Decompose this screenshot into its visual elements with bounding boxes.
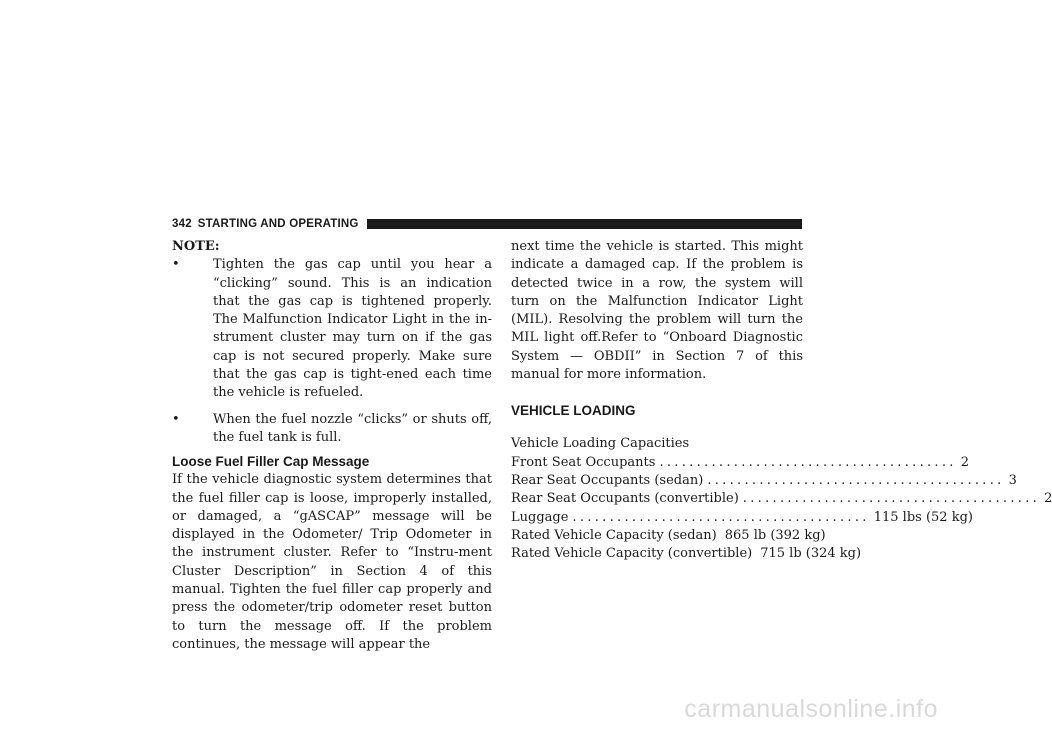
dot-leader: ........................................: [659, 454, 957, 470]
note-label: NOTE:: [172, 239, 220, 254]
capacity-label: Front Seat Occupants: [511, 454, 656, 470]
page-number: 342: [172, 218, 192, 230]
capacity-label: Rear Seat Occupants (convertible): [511, 491, 739, 507]
section-title: STARTING AND OPERATING: [197, 218, 359, 230]
capacity-value: 715 lb (324 kg): [760, 546, 862, 562]
capacity-row: [511, 490, 1052, 508]
page-header: [172, 216, 802, 232]
watermark: carmanualsonline.info: [684, 695, 938, 723]
capacity-label: Rated Vehicle Capacity (sedan): [511, 527, 717, 543]
bullet-dot: •: [172, 411, 180, 427]
capacities-title: Vehicle Loading Capacities: [511, 436, 690, 452]
subheading: Loose Fuel Filler Cap Message: [172, 454, 370, 470]
section-heading: VEHICLE LOADING: [511, 403, 636, 419]
capacity-value: 2: [1044, 491, 1052, 507]
dot-leader: ........................................: [572, 509, 870, 525]
capacity-row: [511, 509, 973, 527]
capacity-value: 865 lb (392 kg): [724, 527, 826, 543]
capacity-row: [511, 527, 826, 545]
note-bullet: [172, 256, 492, 402]
capacity-label: Luggage: [511, 509, 569, 525]
dot-leader: ........................................: [707, 472, 1005, 488]
note-bullet: [172, 411, 492, 448]
body-paragraph: next time the vehicle is started. This might indicate a damaged cap. If the problem is detected twice in a row, the system will turn on the Malfunction Indicator Light (MIL). Resolving the problem will turn the MIL light off.Refer to “Onboard Diagnostic System — OBDII” in Section 7 of this manual for more information.: [511, 239, 803, 383]
capacity-row: [511, 454, 970, 472]
bullet-dot: •: [172, 257, 180, 273]
body-paragraph: If the vehicle diagnostic system determines that the fuel filler cap is loose, improperly installed, or damaged, a “gASCAP” message will be displayed in the Odometer/ Trip Odometer in the instrument cluster. Refer to “Instru-ment Cluster Description” in Section 4 of this manual. Tighten the fuel filler cap properly and press the odometer/trip odometer reset button to turn the message off. If the problem continues, the message will appear the: [172, 472, 492, 652]
note-bullet-text: Tighten the gas cap until you hear a “clicking” sound. This is an indication that the gas cap is tightened properly. The Malfunction Indicator Light in the in-strument cluster may turn on if the gas cap is not secured properly. Make sure that the gas cap is tight-ened each time the vehicle is refueled.: [213, 257, 492, 401]
left-column: [172, 238, 492, 654]
header-rule: [367, 219, 802, 229]
capacity-label: Rated Vehicle Capacity (convertible): [511, 546, 753, 562]
capacity-value: 115 lbs (52 kg): [873, 509, 973, 525]
capacity-value: 2: [960, 454, 970, 470]
note-bullet-text: When the fuel nozzle “clicks” or shuts off, the fuel tank is full.: [213, 411, 492, 445]
dot-leader: ........................................: [742, 491, 1041, 507]
capacity-value: 3: [1008, 472, 1017, 488]
capacity-row: [511, 472, 1017, 490]
right-column: [511, 238, 1052, 563]
capacity-label: Rear Seat Occupants (sedan): [511, 472, 704, 488]
capacity-row: [511, 545, 862, 563]
